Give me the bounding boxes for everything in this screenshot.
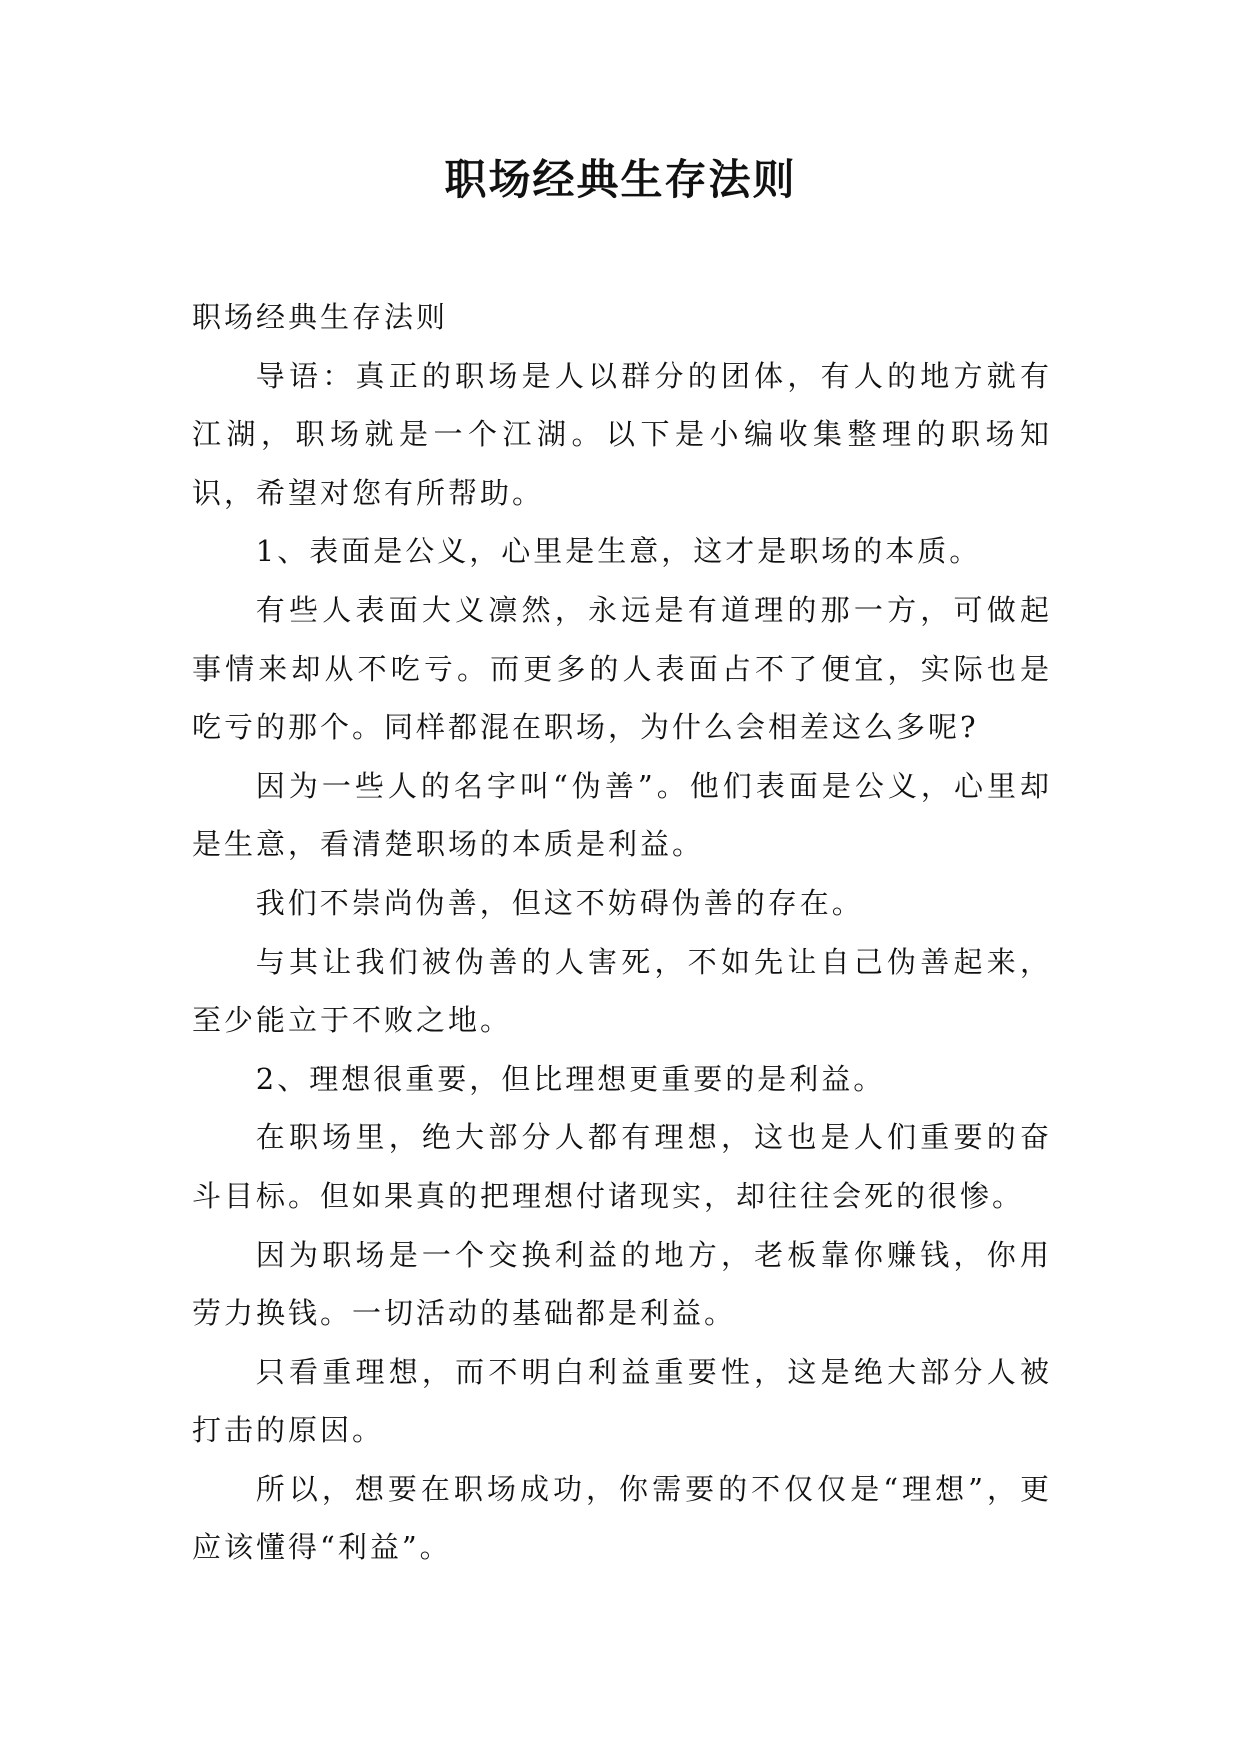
paragraph: 在职场里，绝大部分人都有理想，这也是人们重要的奋斗目标。但如果真的把理想付诸现实，却往往会死的很惨。 <box>192 1120 1052 1213</box>
paragraph-point-2: 2、理想很重要，但比理想更重要的是利益。 <box>255 1061 886 1096</box>
paragraph: 我们不崇尚伪善，但这不妨碍伪善的存在。 <box>255 885 864 920</box>
document-body <box>192 288 1052 1577</box>
paragraph: 与其让我们被伪善的人害死，不如先让自己伪善起来，至少能立于不败之地。 <box>192 944 1052 1038</box>
paragraph: 因为一些人的名字叫“伪善”。他们表面是公义，心里却是生意，看清楚职场的本质是利益。 <box>192 768 1052 862</box>
paragraph: 所以，想要在职场成功，你需要的不仅仅是“理想”，更应该懂得“利益”。 <box>192 1471 1052 1565</box>
document-title: 职场经典生存法则 <box>444 155 797 204</box>
paragraph-point-1: 1、表面是公义，心里是生意，这才是职场的本质。 <box>255 534 982 569</box>
paragraph: 有些人表面大义凛然，永远是有道理的那一方，可做起事情来却从不吃亏。而更多的人表面占不了便宜，实际也是吃亏的那个。同样都混在职场，为什么会相差这么多呢? <box>192 592 1052 745</box>
paragraph-heading: 职场经典生存法则 <box>192 300 449 334</box>
paragraph: 因为职场是一个交换利益的地方，老板靠你赚钱，你用劳力换钱。一切活动的基础都是利益。 <box>192 1237 1052 1331</box>
paragraph: 只看重理想，而不明白利益重要性，这是绝大部分人被打击的原因。 <box>192 1354 1052 1448</box>
paragraph-intro: 导语：真正的职场是人以群分的团体，有人的地方就有江湖，职场就是一个江湖。以下是小编收集整理的职场知识，希望对您有所帮助。 <box>192 358 1052 510</box>
